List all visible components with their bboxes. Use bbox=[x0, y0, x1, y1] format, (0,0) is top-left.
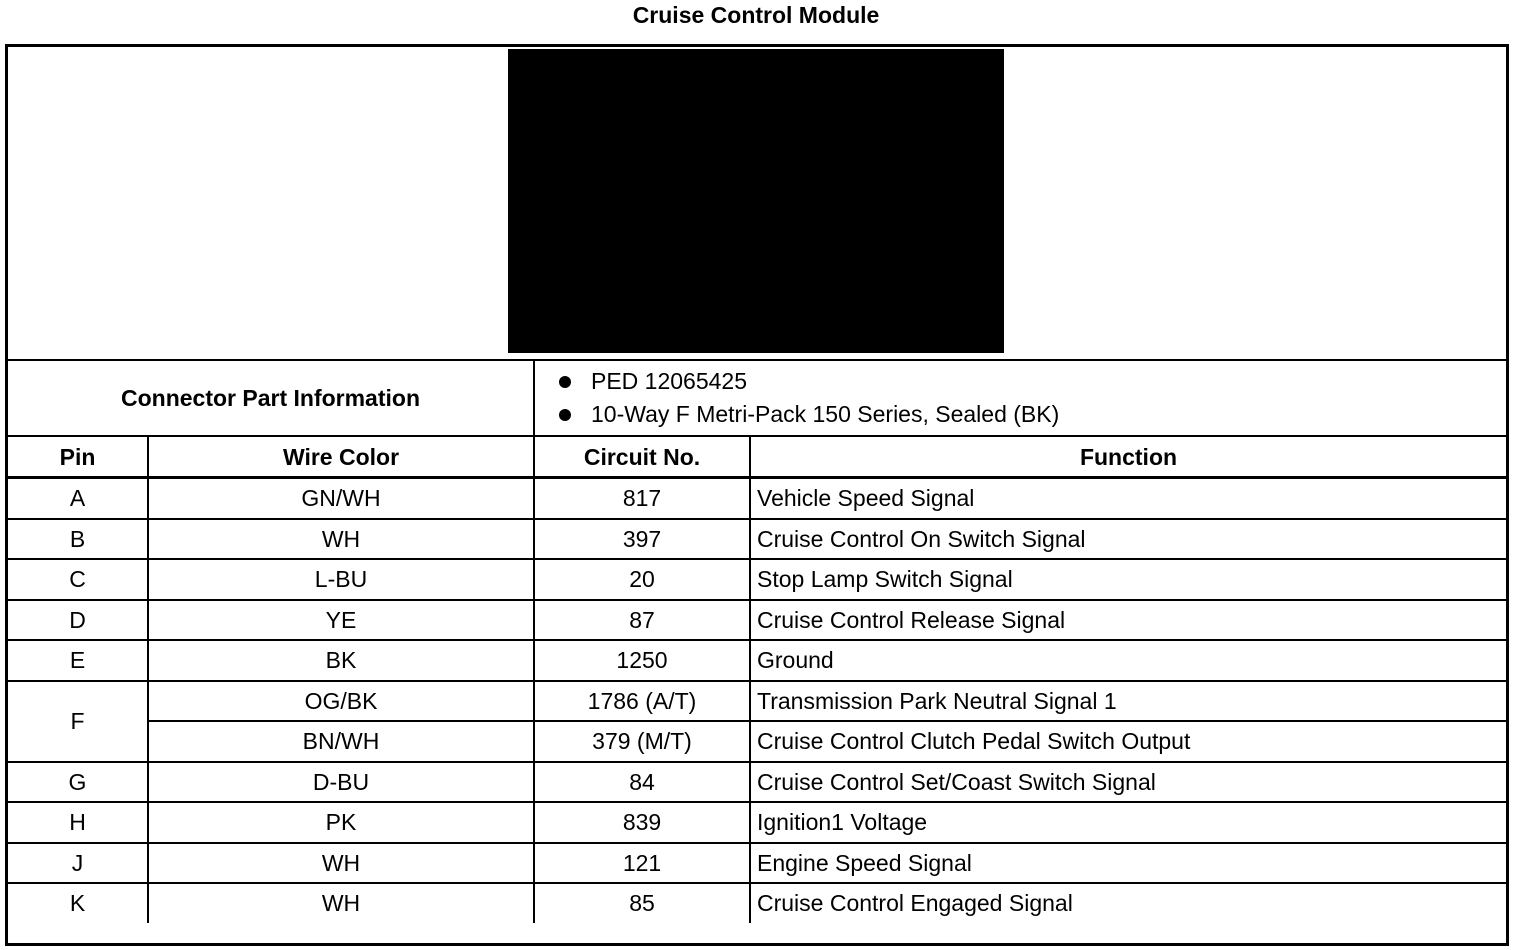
connector-info-list bbox=[535, 365, 1059, 431]
connector-info-item bbox=[535, 365, 1059, 398]
circuit-cell: 397 bbox=[534, 519, 750, 560]
table-row bbox=[8, 478, 1506, 519]
circuit-cell: 20 bbox=[534, 559, 750, 600]
function-cell: Transmission Park Neutral Signal 1 bbox=[750, 681, 1506, 722]
circuit-cell: 85 bbox=[534, 883, 750, 923]
wire-color-cell: WH bbox=[148, 883, 534, 923]
pin-cell: D bbox=[8, 600, 148, 641]
pin-cell: G bbox=[8, 762, 148, 803]
pinout-table bbox=[8, 437, 1506, 923]
connector-image-area bbox=[8, 47, 1506, 361]
circuit-cell: 379 (M/T) bbox=[534, 721, 750, 762]
table-row bbox=[8, 883, 1506, 923]
pin-cell: F bbox=[8, 681, 148, 762]
wire-color-cell: BN/WH bbox=[148, 721, 534, 762]
wire-color-cell: WH bbox=[148, 519, 534, 560]
function-cell: Cruise Control Release Signal bbox=[750, 600, 1506, 641]
function-cell: Engine Speed Signal bbox=[750, 843, 1506, 884]
wire-color-cell: D-BU bbox=[148, 762, 534, 803]
bullet-icon bbox=[559, 409, 571, 421]
table-row bbox=[8, 721, 1506, 762]
function-cell: Stop Lamp Switch Signal bbox=[750, 559, 1506, 600]
function-cell: Cruise Control Engaged Signal bbox=[750, 883, 1506, 923]
header-wire-color: Wire Color bbox=[148, 437, 534, 478]
table-row bbox=[8, 802, 1506, 843]
table-row bbox=[8, 559, 1506, 600]
wire-color-cell: L-BU bbox=[148, 559, 534, 600]
connector-info-text: 10-Way F Metri-Pack 150 Series, Sealed (BK) bbox=[591, 401, 1060, 427]
page-title: Cruise Control Module bbox=[632, 2, 880, 28]
table-row bbox=[8, 519, 1506, 560]
circuit-cell: 121 bbox=[534, 843, 750, 884]
function-cell: Ground bbox=[750, 640, 1506, 681]
wire-color-cell: WH bbox=[148, 843, 534, 884]
function-cell: Ignition1 Voltage bbox=[750, 802, 1506, 843]
connector-info-label: Connector Part Information bbox=[8, 361, 535, 435]
connector-part-information bbox=[8, 361, 1506, 437]
connector-info-item bbox=[535, 398, 1059, 431]
wire-color-cell: YE bbox=[148, 600, 534, 641]
circuit-cell: 84 bbox=[534, 762, 750, 803]
table-row bbox=[8, 640, 1506, 681]
table-row bbox=[8, 762, 1506, 803]
function-cell: Vehicle Speed Signal bbox=[750, 478, 1506, 519]
pin-cell: B bbox=[8, 519, 148, 560]
wire-color-cell: GN/WH bbox=[148, 478, 534, 519]
connector-info-text: PED 12065425 bbox=[591, 368, 748, 394]
circuit-cell: 1786 (A/T) bbox=[534, 681, 750, 722]
pin-cell: E bbox=[8, 640, 148, 681]
wire-color-cell: BK bbox=[148, 640, 534, 681]
connector-image-redacted bbox=[508, 49, 1004, 353]
circuit-cell: 839 bbox=[534, 802, 750, 843]
table-row bbox=[8, 600, 1506, 641]
circuit-cell: 1250 bbox=[534, 640, 750, 681]
table-row bbox=[8, 681, 1506, 722]
function-cell: Cruise Control Set/Coast Switch Signal bbox=[750, 762, 1506, 803]
header-function: Function bbox=[750, 437, 1506, 478]
connector-document bbox=[5, 44, 1509, 946]
pin-cell: K bbox=[8, 883, 148, 923]
function-cell: Cruise Control Clutch Pedal Switch Output bbox=[750, 721, 1506, 762]
pin-cell: J bbox=[8, 843, 148, 884]
pin-cell: C bbox=[8, 559, 148, 600]
wire-color-cell: OG/BK bbox=[148, 681, 534, 722]
pin-cell: A bbox=[8, 478, 148, 519]
pin-cell: H bbox=[8, 802, 148, 843]
circuit-cell: 817 bbox=[534, 478, 750, 519]
bullet-icon bbox=[559, 376, 571, 388]
function-cell: Cruise Control On Switch Signal bbox=[750, 519, 1506, 560]
wire-color-cell: PK bbox=[148, 802, 534, 843]
circuit-cell: 87 bbox=[534, 600, 750, 641]
header-circuit: Circuit No. bbox=[534, 437, 750, 478]
table-header-row bbox=[8, 437, 1506, 478]
table-row bbox=[8, 843, 1506, 884]
header-pin: Pin bbox=[8, 437, 148, 478]
